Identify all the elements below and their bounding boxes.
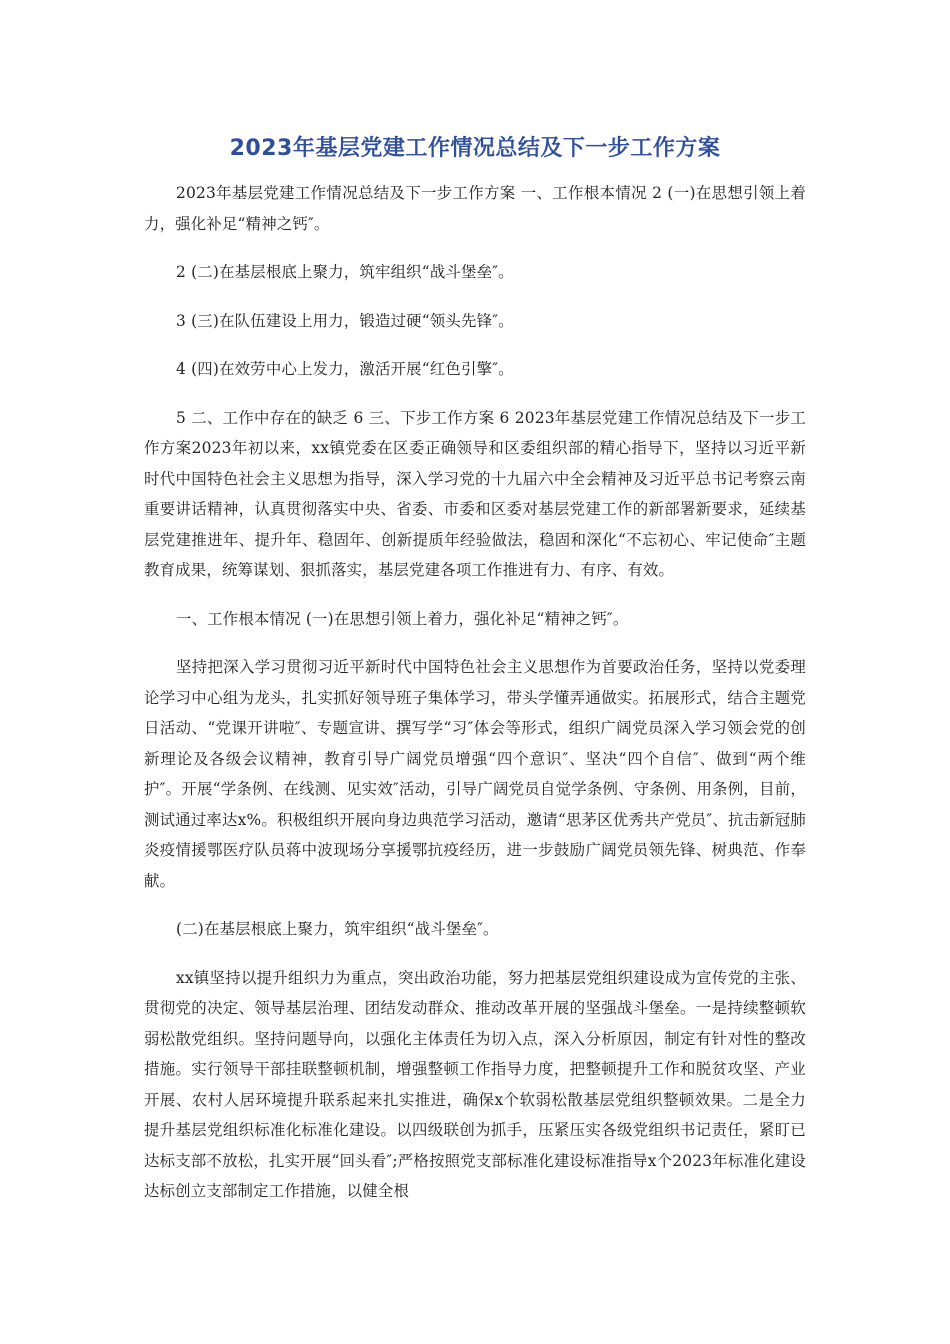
paragraph-section-1-heading: 一、工作根本情况 (一)在思想引领上着力，强化补足“精神之钙″。 — [176, 609, 629, 628]
paragraph-toc-intro: 2023年基层党建工作情况总结及下一步工作方案 一、工作根本情况 2 (一)在思想引领上着力，强化补足“精神之钙″。 — [144, 184, 806, 233]
document-body — [144, 178, 806, 1207]
paragraph-toc-item-2: 2 (二)在基层根底上聚力，筑牢组织“战斗堡垒″。 — [176, 263, 514, 281]
paragraph-overview: 5 二、工作中存在的缺乏 6 三、下步工作方案 6 2023年基层党建工作情况总结及下一步工作方案2023年初以来，xx镇党委在区委正确领导和区委组织部的精心指导下，坚持以习近平新时代中国特色社会主义思想为指导，深入学习党的十九届六中全会精神及习近平总书记考察云南重要讲话精神，认真贯彻落实中央、省委、市委和区委对基层党建工作的新部署新要求，延续基层党建推进年、提升年、稳固年、创新提质年经验做法，稳固和深化“不忘初心、牢记使命″主题教育成果，统筹谋划、狠抓落实，基层党建各项工作推进有力、有序、有效。 — [144, 408, 806, 579]
paragraph-section-1-body: 坚持把深入学习贯彻习近平新时代中国特色社会主义思想作为首要政治任务，坚持以党委理论学习中心组为龙头，扎实抓好领导班子集体学习，带头学懂弄通做实。拓展形式，结合主题党日活动、“党课开讲啦″、专题宣讲、撰写学“习″体会等形式，组织广阔党员深入学习领会党的创新理论及各级会议精神，教育引导广阔党员增强“四个意识″、坚决“四个自信″、做到“两个维护″。开展“学条例、在线测、见实效″活动，引导广阔党员自觉学条例、守条例、用条例，目前，测试通过率达x%。积极组织开展向身边典范学习活动，邀请“思茅区优秀共产党员″、抗击新冠肺炎疫情援鄂医疗队员蒋中波现场分享援鄂抗疫经历，进一步鼓励广阔党员领先锋、树典范、作奉献。 — [144, 658, 806, 890]
paragraph-section-2-body: xx镇坚持以提升组织力为重点，突出政治功能，努力把基层党组织建设成为宣传党的主张、贯彻党的决定、领导基层治理、团结发动群众、推动改革开展的坚强战斗堡垒。一是持续整顿软弱松散党组织。坚持问题导向，以强化主体责任为切入点，深入分析原因，制定有针对性的整改措施。实行领导干部挂联整顿机制，增强整顿工作指导力度，把整顿提升工作和脱贫攻坚、产业开展、农村人居环境提升联系起来扎实推进，确保x个软弱松散基层党组织整顿效果。二是全力提升基层党组织标准化标准化建设。以四级联创为抓手，压紧压实各级党组织书记责任，紧盯已达标支部不放松，扎实开展“回头看″;严格按照党支部标准化建设标准指导x个2023年标准化建设达标创立支部制定工作措施，以健全根 — [144, 968, 806, 1200]
document-title: 2023年基层党建工作情况总结及下一步工作方案 — [229, 136, 721, 161]
paragraph-toc-item-3: 3 (三)在队伍建设上用力，锻造过硬“领头先锋″。 — [176, 311, 514, 330]
paragraph-section-2-heading: (二)在基层根底上聚力，筑牢组织“战斗堡垒″。 — [176, 920, 499, 938]
paragraph-toc-item-4: 4 (四)在效劳中心上发力，激活开展“红色引擎″。 — [176, 360, 514, 378]
